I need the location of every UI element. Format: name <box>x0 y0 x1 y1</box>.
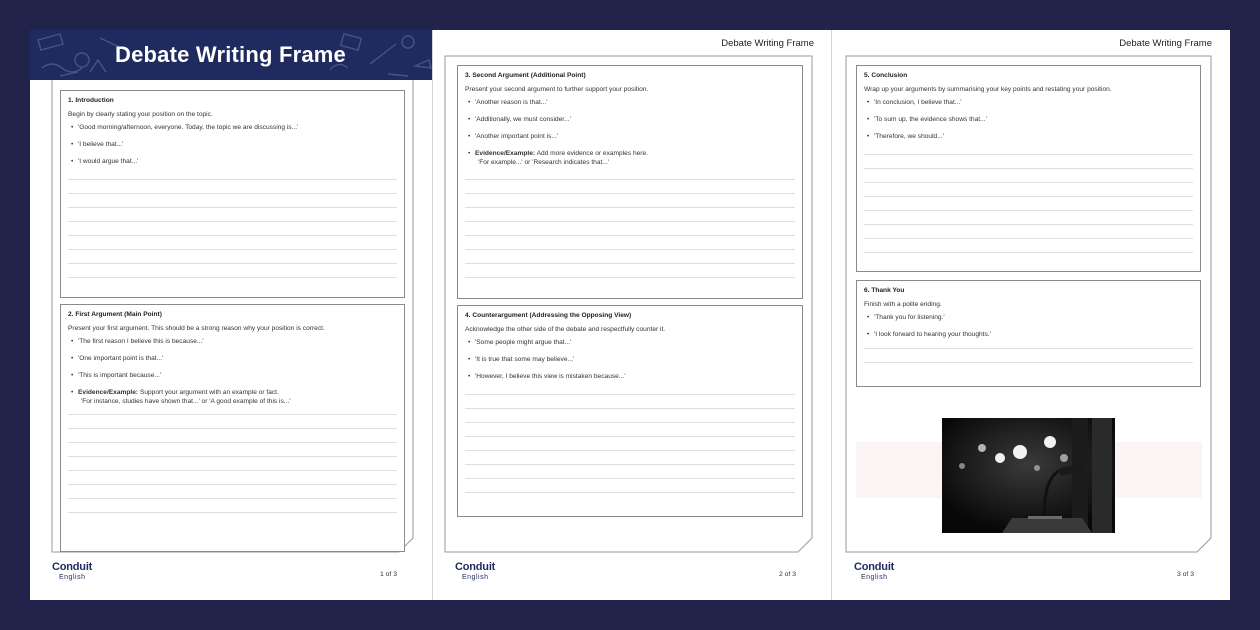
page-number: 3 of 3 <box>1176 571 1194 578</box>
section-description: Acknowledge the other side of the debate and respectfully counter it. <box>465 326 666 333</box>
sentence-starter: • 'Good morning/afternoon, everyone. Today, the topic we are discussing is...' <box>68 124 397 133</box>
sentence-starter: • 'I would argue that...' <box>68 158 397 167</box>
section-title: 1. Introduction <box>68 97 114 104</box>
writing-lines[interactable] <box>864 154 1193 266</box>
section-conclusion <box>856 65 1201 272</box>
page-header: Debate Writing Frame <box>721 38 814 49</box>
sentence-starters <box>864 99 1193 142</box>
logo-name: Conduit <box>455 561 496 573</box>
section-title: 4. Counterargument (Addressing the Opposing View) <box>465 312 632 319</box>
sentence-starter: • 'One important point is that...' <box>68 355 397 364</box>
worksheet-page-3 <box>832 30 1230 600</box>
sentence-starters <box>465 99 795 167</box>
conduit-english-logo <box>455 561 495 581</box>
sentence-starter: • 'Another reason is that...' <box>465 99 795 108</box>
section-description: Present your first argument. This should be a strong reason why your position is correct. <box>68 325 325 332</box>
section-counterargument <box>457 305 803 517</box>
evidence-text: Support your argument with an example or fact. <box>138 388 279 396</box>
logo-subtitle: English <box>861 574 888 581</box>
section-description: Finish with a polite ending. <box>864 301 942 308</box>
sentence-starter: • 'It is true that some may believe...' <box>465 356 795 365</box>
section-title: 3. Second Argument (Additional Point) <box>465 72 586 79</box>
sentence-starters <box>68 338 397 406</box>
page-header: Debate Writing Frame <box>1119 38 1212 49</box>
evidence-text: Add more evidence or examples here. <box>535 149 648 157</box>
writing-lines[interactable] <box>68 414 397 526</box>
section-first-argument <box>60 304 405 552</box>
sentence-starter: • 'This is important because...' <box>68 372 397 381</box>
sentence-starter: • 'Thank you for listening.' <box>864 314 1193 323</box>
microphone-photo <box>942 418 1115 533</box>
document-title: Debate Writing Frame <box>115 42 346 67</box>
logo-subtitle: English <box>59 574 86 581</box>
sentence-starter: • 'I look forward to hearing your thoughts.' <box>864 331 1193 340</box>
section-description: Begin by clearly stating your position on the topic. <box>68 111 213 118</box>
page-number: 2 of 3 <box>778 571 796 578</box>
writing-lines[interactable] <box>465 179 795 291</box>
sentence-starter: • 'I believe that...' <box>68 141 397 150</box>
evidence-label: Evidence/Example: <box>475 149 536 157</box>
sentence-starter: • 'Another important point is...' <box>465 133 795 142</box>
writing-lines[interactable] <box>864 348 1193 376</box>
section-title: 5. Conclusion <box>864 72 908 79</box>
sentence-starter: • 'However, I believe this view is mistaken because...' <box>465 373 795 382</box>
section-thank-you <box>856 280 1201 387</box>
page-number: 1 of 3 <box>379 571 397 578</box>
evidence-prompt <box>68 389 397 407</box>
conduit-english-logo <box>52 561 92 581</box>
sentence-starters <box>864 314 1193 340</box>
section-second-argument <box>457 65 803 299</box>
sentence-starter: • 'In conclusion, I believe that...' <box>864 99 1193 108</box>
sentence-starter: • 'Some people might argue that...' <box>465 339 795 348</box>
section-introduction <box>60 90 405 298</box>
sentence-starters <box>68 124 397 167</box>
logo-name: Conduit <box>854 561 895 573</box>
sentence-starter: • 'To sum up, the evidence shows that...' <box>864 116 1193 125</box>
section-description: Present your second argument to further support your position. <box>465 86 649 93</box>
worksheet-page-2 <box>433 30 832 600</box>
writing-lines[interactable] <box>68 179 397 291</box>
logo-name: Conduit <box>52 561 93 573</box>
title-banner <box>30 30 433 80</box>
writing-lines[interactable] <box>465 394 795 506</box>
sentence-starters <box>465 339 795 382</box>
section-title: 6. Thank You <box>864 287 905 294</box>
worksheet-page-1 <box>30 30 433 600</box>
sentence-starter: • 'Additionally, we must consider...' <box>465 116 795 125</box>
sentence-starter: • 'Therefore, we should...' <box>864 133 1193 142</box>
evidence-prompt <box>465 150 795 168</box>
section-description: Wrap up your arguments by summarising your key points and restating your position. <box>864 86 1112 93</box>
conduit-english-logo <box>854 561 894 581</box>
evidence-examples: 'For example...' or 'Research indicates that...' <box>478 158 610 166</box>
section-title: 2. First Argument (Main Point) <box>68 311 162 318</box>
sentence-starter: • 'The first reason I believe this is because...' <box>68 338 397 347</box>
logo-subtitle: English <box>462 574 489 581</box>
evidence-label: Evidence/Example: <box>78 388 139 396</box>
evidence-examples: 'For instance, studies have shown that...' or 'A good example of this is...' <box>81 397 291 405</box>
